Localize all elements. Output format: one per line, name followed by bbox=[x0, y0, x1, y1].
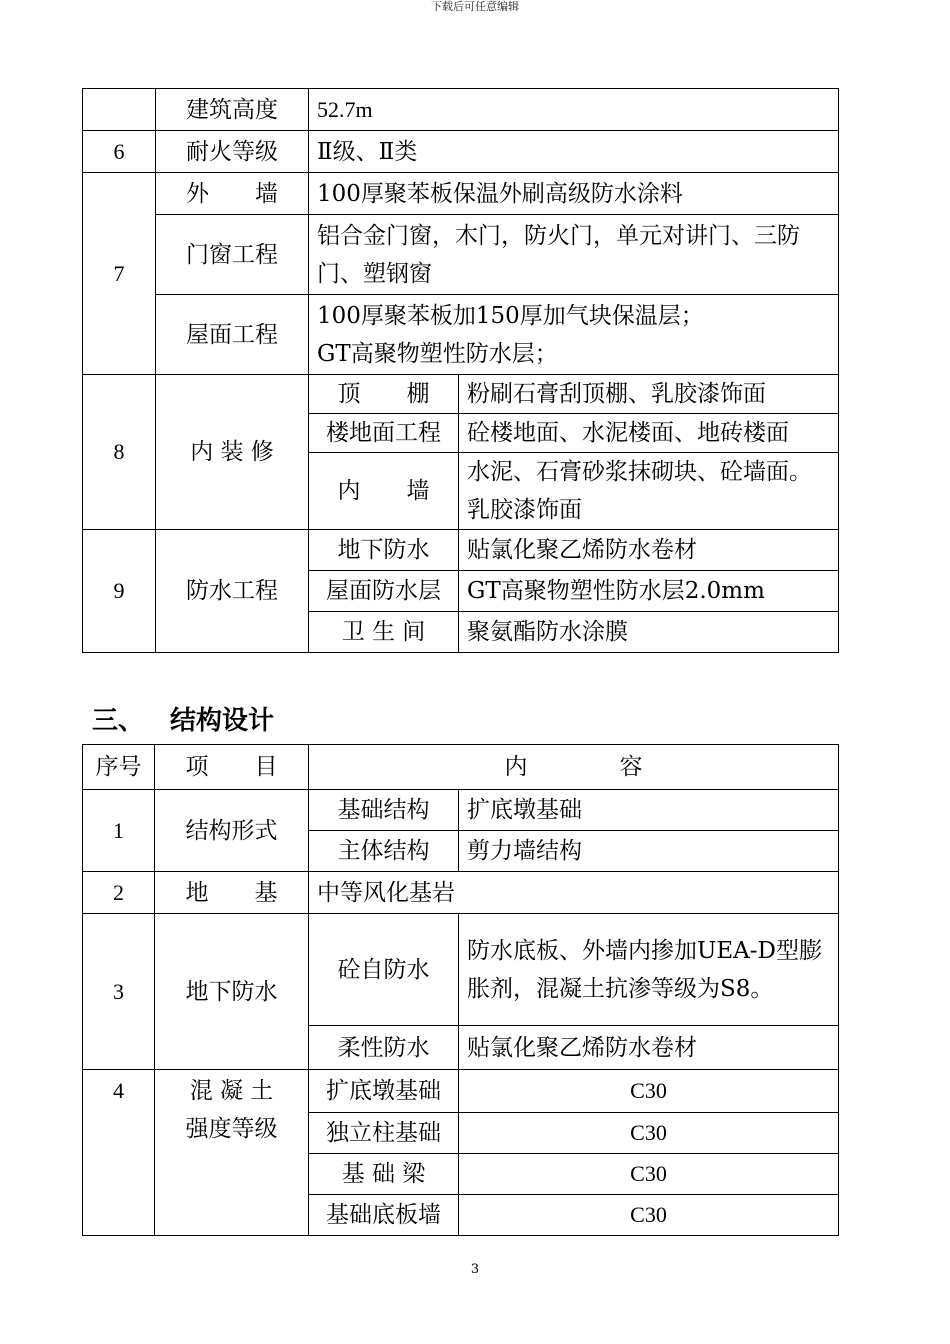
table-header-row bbox=[83, 745, 839, 790]
section-title: 结构设计 bbox=[170, 706, 275, 736]
underground-waterproof-label: 地下防水 bbox=[155, 914, 309, 1070]
base-slab-wall-grade: C30 bbox=[459, 1195, 839, 1236]
row-number-cell bbox=[83, 89, 156, 131]
fire-rating-label: 耐火等级 bbox=[156, 131, 309, 173]
section-heading bbox=[92, 701, 274, 741]
fire-rating-value: Ⅱ级、Ⅱ类 bbox=[309, 131, 839, 173]
header-note: 下载后可任意编辑 bbox=[431, 0, 519, 13]
doors-windows-value: 铝合金门窗，木门，防火门，单元对讲门、三防门、塑钢窗 bbox=[309, 215, 839, 295]
interior-wall-label: 内 墙 bbox=[309, 453, 459, 530]
doors-windows-label: 门窗工程 bbox=[156, 215, 309, 295]
table-row bbox=[83, 173, 839, 215]
table-row bbox=[83, 1070, 839, 1113]
column-foundation-label: 独立柱基础 bbox=[309, 1113, 459, 1154]
structural-design-table bbox=[82, 744, 839, 1236]
row-number: 4 bbox=[83, 1070, 155, 1236]
concrete-grade-line: 混 凝 土 bbox=[189, 1078, 274, 1104]
foundation-beam-grade: C30 bbox=[459, 1154, 839, 1195]
main-structure-label: 主体结构 bbox=[309, 831, 459, 872]
basement-waterproof-label: 地下防水 bbox=[309, 530, 459, 571]
column-foundation-grade: C30 bbox=[459, 1113, 839, 1154]
structure-type-label: 结构形式 bbox=[155, 790, 309, 872]
table-row bbox=[83, 131, 839, 173]
row-number: 8 bbox=[83, 375, 156, 530]
table-row bbox=[83, 790, 839, 831]
basement-waterproof-value: 贴氯化聚乙烯防水卷材 bbox=[459, 530, 839, 571]
ceiling-label: 顶 棚 bbox=[309, 375, 459, 414]
building-height-label: 建筑高度 bbox=[156, 89, 309, 131]
concrete-grade-label bbox=[155, 1070, 309, 1236]
foundation-structure-label: 基础结构 bbox=[309, 790, 459, 831]
floor-works-label: 楼地面工程 bbox=[309, 414, 459, 453]
section-number: 三、 bbox=[92, 706, 145, 736]
table-row bbox=[83, 89, 839, 131]
interior-wall-value: 水泥、石膏砂浆抹砌块、砼墙面。乳胶漆饰面 bbox=[459, 453, 839, 530]
row-number: 3 bbox=[83, 914, 155, 1070]
row-number: 7 bbox=[83, 173, 156, 375]
base-slab-wall-label: 基础底板墙 bbox=[309, 1195, 459, 1236]
floor-works-value: 砼楼地面、水泥楼面、地砖楼面 bbox=[459, 414, 839, 453]
roof-works-line: GT高聚物塑性防水层； bbox=[317, 340, 558, 367]
pier-foundation-grade: C30 bbox=[459, 1070, 839, 1113]
concrete-self-waterproof-value: 防水底板、外墙内掺加UEA-D型膨胀剂，混凝土抗渗等级为S8。 bbox=[459, 914, 839, 1026]
roof-works-label: 屋面工程 bbox=[156, 295, 309, 375]
table-row bbox=[83, 375, 839, 414]
main-structure-value: 剪力墙结构 bbox=[459, 831, 839, 872]
waterproofing-label: 防水工程 bbox=[156, 530, 309, 653]
interior-finish-label: 内 装 修 bbox=[156, 375, 309, 530]
flexible-waterproof-label: 柔性防水 bbox=[309, 1026, 459, 1070]
row-number: 2 bbox=[83, 872, 155, 914]
table-row bbox=[83, 215, 839, 295]
row-number: 9 bbox=[83, 530, 156, 653]
table-row bbox=[83, 530, 839, 571]
concrete-self-waterproof-label: 砼自防水 bbox=[309, 914, 459, 1026]
flexible-waterproof-value: 贴氯化聚乙烯防水卷材 bbox=[459, 1026, 839, 1070]
foundation-beam-label: 基 础 梁 bbox=[309, 1154, 459, 1195]
header-content: 内 容 bbox=[309, 745, 839, 790]
row-number: 1 bbox=[83, 790, 155, 872]
exterior-wall-value: 100厚聚苯板保温外刷高级防水涂料 bbox=[309, 173, 839, 215]
concrete-grade-line: 强度等级 bbox=[185, 1116, 278, 1142]
header-no: 序号 bbox=[83, 745, 155, 790]
table-row bbox=[83, 914, 839, 1026]
table-row bbox=[83, 295, 839, 375]
row-number: 6 bbox=[83, 131, 156, 173]
building-info-table bbox=[82, 88, 839, 653]
ceiling-value: 粉刷石膏刮顶棚、乳胶漆饰面 bbox=[459, 375, 839, 414]
subgrade-label: 地 基 bbox=[155, 872, 309, 914]
foundation-structure-value: 扩底墩基础 bbox=[459, 790, 839, 831]
roof-works-line: 100厚聚苯板加150厚加气块保温层； bbox=[317, 302, 704, 329]
building-height-value: 52.7m bbox=[309, 89, 839, 131]
table-row bbox=[83, 872, 839, 914]
exterior-wall-label: 外 墙 bbox=[156, 173, 309, 215]
roof-waterproof-label: 屋面防水层 bbox=[309, 571, 459, 612]
bathroom-label: 卫 生 间 bbox=[309, 612, 459, 653]
roof-works-value bbox=[309, 295, 839, 375]
roof-waterproof-value: GT高聚物塑性防水层2.0mm bbox=[459, 571, 839, 612]
page-number: 3 bbox=[470, 1262, 480, 1277]
bathroom-value: 聚氨酯防水涂膜 bbox=[459, 612, 839, 653]
header-item: 项 目 bbox=[155, 745, 309, 790]
pier-foundation-label: 扩底墩基础 bbox=[309, 1070, 459, 1113]
subgrade-value: 中等风化基岩 bbox=[309, 872, 839, 914]
